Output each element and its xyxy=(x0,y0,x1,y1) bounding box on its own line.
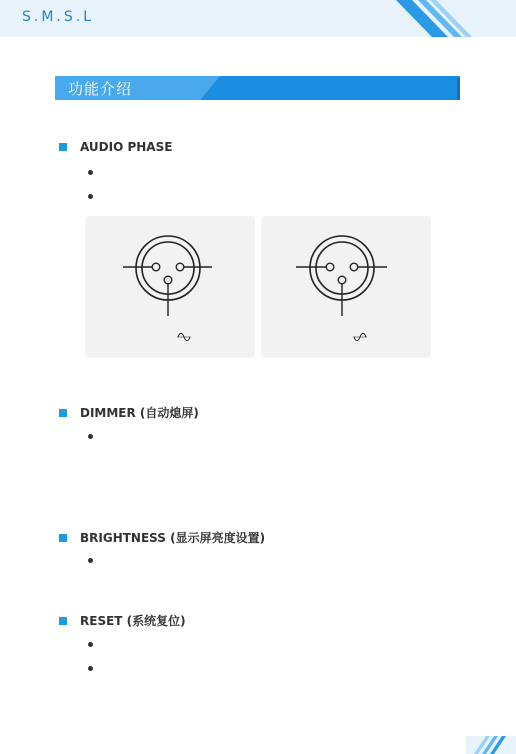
heading-reset xyxy=(59,612,186,629)
section-title: 功能介绍 xyxy=(68,80,133,98)
xlr-connector-diagram xyxy=(261,216,431,358)
inverted-sine-wave-icon xyxy=(353,332,367,342)
heading-dimmer xyxy=(59,404,199,421)
bullet-point xyxy=(88,434,93,439)
header-stripes-decoration xyxy=(366,0,516,37)
section-title-bar xyxy=(55,76,460,100)
heading-marker xyxy=(59,409,67,417)
heading-text: RESET (系统复位) xyxy=(80,614,186,628)
heading-marker xyxy=(59,143,67,151)
bullet-point xyxy=(88,666,93,671)
bullet-point xyxy=(88,642,93,647)
heading-text: BRIGHTNESS (显示屏亮度设置) xyxy=(80,531,266,545)
xlr-diagram-panel-normal xyxy=(85,216,255,358)
footer-stripes-decoration xyxy=(466,724,516,754)
heading-marker xyxy=(59,534,67,542)
heading-text: DIMMER (自动熄屏) xyxy=(80,406,199,420)
heading-marker xyxy=(59,617,67,625)
sine-wave-icon xyxy=(177,332,191,342)
bullet-point xyxy=(88,194,93,199)
section-bar-edge xyxy=(457,78,460,100)
bullet-point xyxy=(88,170,93,175)
bullet-point xyxy=(88,558,93,563)
heading-brightness xyxy=(59,529,265,546)
xlr-connector-diagram xyxy=(85,216,255,358)
page-header xyxy=(0,0,516,37)
brand-logo: S.M.S.L xyxy=(22,9,95,25)
heading-audio-phase xyxy=(59,140,172,154)
xlr-diagram-panel-inverted xyxy=(261,216,431,358)
heading-text: AUDIO PHASE xyxy=(80,140,173,154)
